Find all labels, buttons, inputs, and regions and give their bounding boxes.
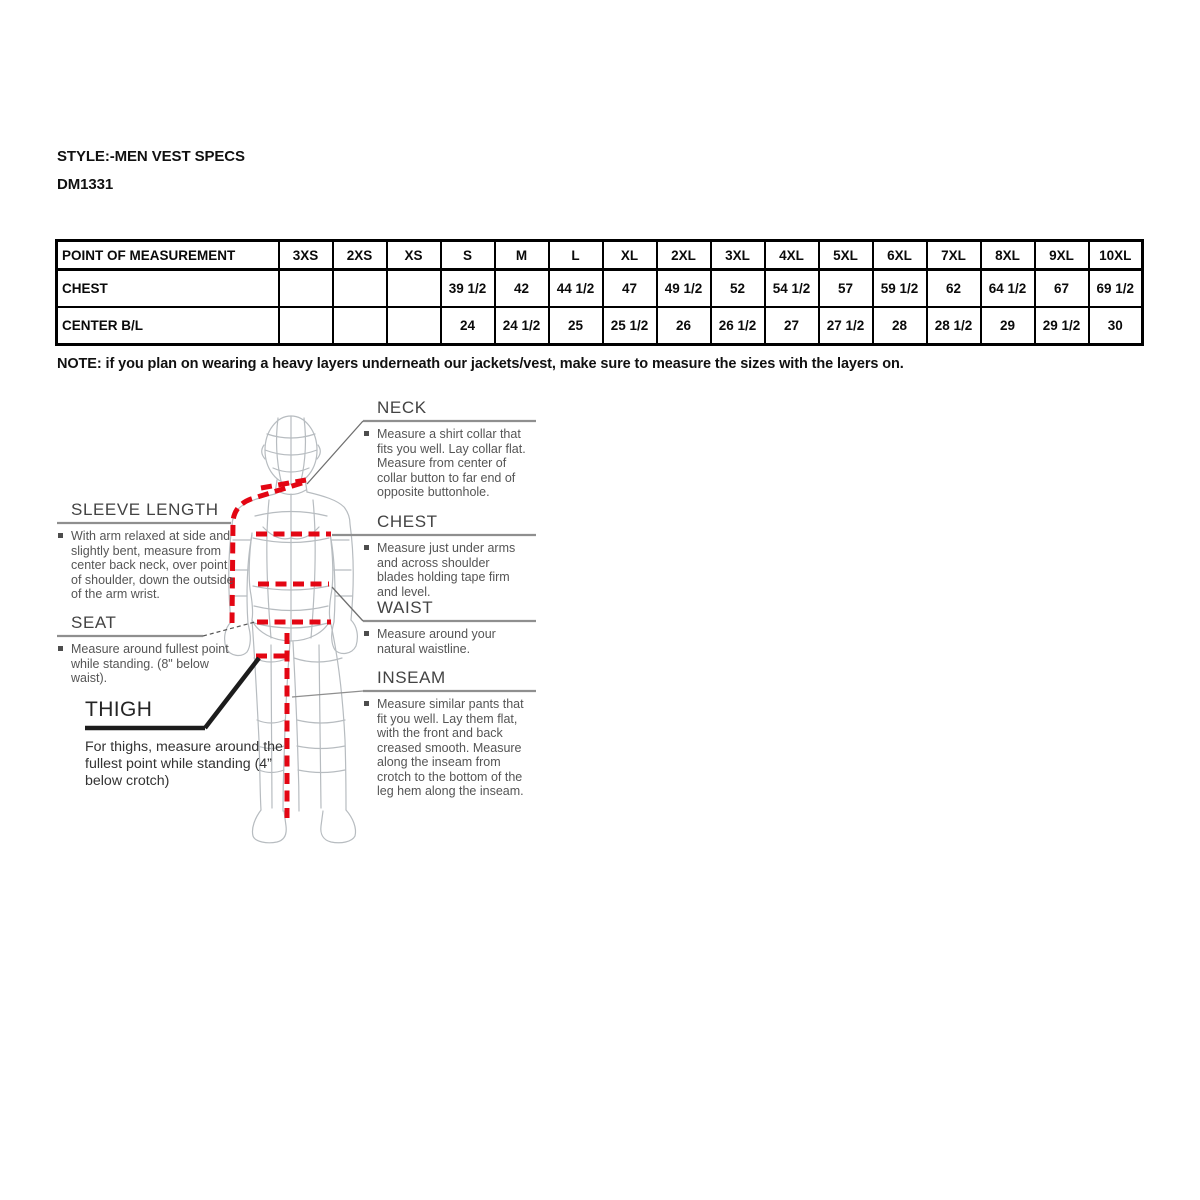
- col-header-size: S: [441, 241, 495, 270]
- cell: 29: [981, 307, 1035, 345]
- cell: 42: [495, 270, 549, 308]
- seat-description: Measure around fullest point while standing. (8" below waist).: [71, 642, 229, 685]
- chest-description: Measure just under arms and across shoulder blades holding tape firm and level.: [377, 541, 516, 599]
- cell: 27 1/2: [819, 307, 873, 345]
- cell: 57: [819, 270, 873, 308]
- sleeve-length-description: With arm relaxed at side and slightly bent, measure from center back neck, over point of shoulder, down the outside of the arm wrist.: [71, 529, 234, 601]
- col-header-size: XS: [387, 241, 441, 270]
- page-title: STYLE:-MEN VEST SPECS: [57, 148, 245, 165]
- cell: 26 1/2: [711, 307, 765, 345]
- bullet-icon: [364, 431, 369, 436]
- sleeve-length-description-block: [57, 529, 239, 602]
- seat-section: [57, 613, 239, 633]
- size-table: [55, 239, 1144, 346]
- col-header-size: 8XL: [981, 241, 1035, 270]
- col-header-size: 2XS: [333, 241, 387, 270]
- cell: [333, 270, 387, 308]
- cell: 62: [927, 270, 981, 308]
- table-row-chest: [57, 270, 1143, 308]
- neck-label: NECK: [377, 398, 427, 417]
- col-header-size: 4XL: [765, 241, 819, 270]
- cell: 24 1/2: [495, 307, 549, 345]
- waist-section: [363, 598, 529, 618]
- cell: 28 1/2: [927, 307, 981, 345]
- cell: [333, 307, 387, 345]
- bullet-icon: [364, 545, 369, 550]
- bullet-icon: [58, 646, 63, 651]
- cell: 59 1/2: [873, 270, 927, 308]
- thigh-label: THIGH: [85, 698, 153, 721]
- sleeve-length-section: [57, 500, 239, 520]
- cell: 64 1/2: [981, 270, 1035, 308]
- neck-description-block: [363, 427, 529, 500]
- col-header-size: M: [495, 241, 549, 270]
- cell: 25: [549, 307, 603, 345]
- col-header-size: XL: [603, 241, 657, 270]
- cell: 54 1/2: [765, 270, 819, 308]
- col-header-size: 2XL: [657, 241, 711, 270]
- sleeve-length-label: SLEEVE LENGTH: [71, 500, 219, 519]
- chest-description-block: [363, 541, 529, 599]
- cell: 25 1/2: [603, 307, 657, 345]
- waist-description-block: [363, 627, 529, 656]
- cell: 52: [711, 270, 765, 308]
- neck-description: Measure a shirt collar that fits you well. Lay collar flat. Measure from center of collar button to far end of opposite buttonhole.: [377, 427, 526, 499]
- waist-label: WAIST: [377, 598, 434, 617]
- thigh-section: [85, 698, 290, 722]
- row-label: CHEST: [57, 270, 279, 308]
- inseam-description: Measure similar pants that fit you well. Lay them flat, with the front and back creased smooth. Measure along the inseam from crotch to the bottom of the leg hem along the inseam.: [377, 697, 524, 798]
- col-header-size: 10XL: [1089, 241, 1143, 270]
- style-number: DM1331: [57, 176, 114, 193]
- neck-section: [363, 398, 529, 418]
- thigh-description: For thighs, measure around the fullest point while standing (4” below crotch): [85, 739, 283, 789]
- bullet-icon: [364, 631, 369, 636]
- cell: [279, 307, 333, 345]
- chest-label: CHEST: [377, 512, 438, 531]
- note-text: NOTE: if you plan on wearing a heavy layers underneath our jackets/vest, make sure to measure the sizes with the layers on.: [57, 356, 904, 372]
- cell: 28: [873, 307, 927, 345]
- cell: 30: [1089, 307, 1143, 345]
- inseam-label: INSEAM: [377, 668, 446, 687]
- seat-description-block: [57, 642, 239, 686]
- bullet-icon: [58, 533, 63, 538]
- inseam-description-block: [363, 697, 529, 799]
- cell: 49 1/2: [657, 270, 711, 308]
- cell: 67: [1035, 270, 1089, 308]
- neck-connector-line: [307, 421, 363, 484]
- measurement-diagram: [55, 390, 536, 860]
- seat-label: SEAT: [71, 613, 117, 632]
- cell: 26: [657, 307, 711, 345]
- cell: 27: [765, 307, 819, 345]
- cell: [387, 307, 441, 345]
- waist-connector-line: [332, 587, 363, 621]
- col-header-size: 6XL: [873, 241, 927, 270]
- table-row-center-bl: [57, 307, 1143, 345]
- thigh-description-block: [85, 739, 285, 790]
- cell: 69 1/2: [1089, 270, 1143, 308]
- col-header-size: 3XS: [279, 241, 333, 270]
- bullet-icon: [364, 701, 369, 706]
- col-header-size: 3XL: [711, 241, 765, 270]
- inseam-section: [363, 668, 529, 688]
- cell: 29 1/2: [1035, 307, 1089, 345]
- cell: 44 1/2: [549, 270, 603, 308]
- col-header-size: 5XL: [819, 241, 873, 270]
- col-header-size: 9XL: [1035, 241, 1089, 270]
- cell: 39 1/2: [441, 270, 495, 308]
- waist-description: Measure around your natural waistline.: [377, 627, 496, 656]
- col-header-size: L: [549, 241, 603, 270]
- chest-section: [363, 512, 529, 532]
- table-header-row: [57, 241, 1143, 270]
- row-label: CENTER B/L: [57, 307, 279, 345]
- cell: [387, 270, 441, 308]
- col-header-size: 7XL: [927, 241, 981, 270]
- cell: 47: [603, 270, 657, 308]
- col-header-point-of-measurement: POINT OF MEASUREMENT: [57, 241, 279, 270]
- inseam-connector-line: [292, 691, 363, 697]
- cell: [279, 270, 333, 308]
- cell: 24: [441, 307, 495, 345]
